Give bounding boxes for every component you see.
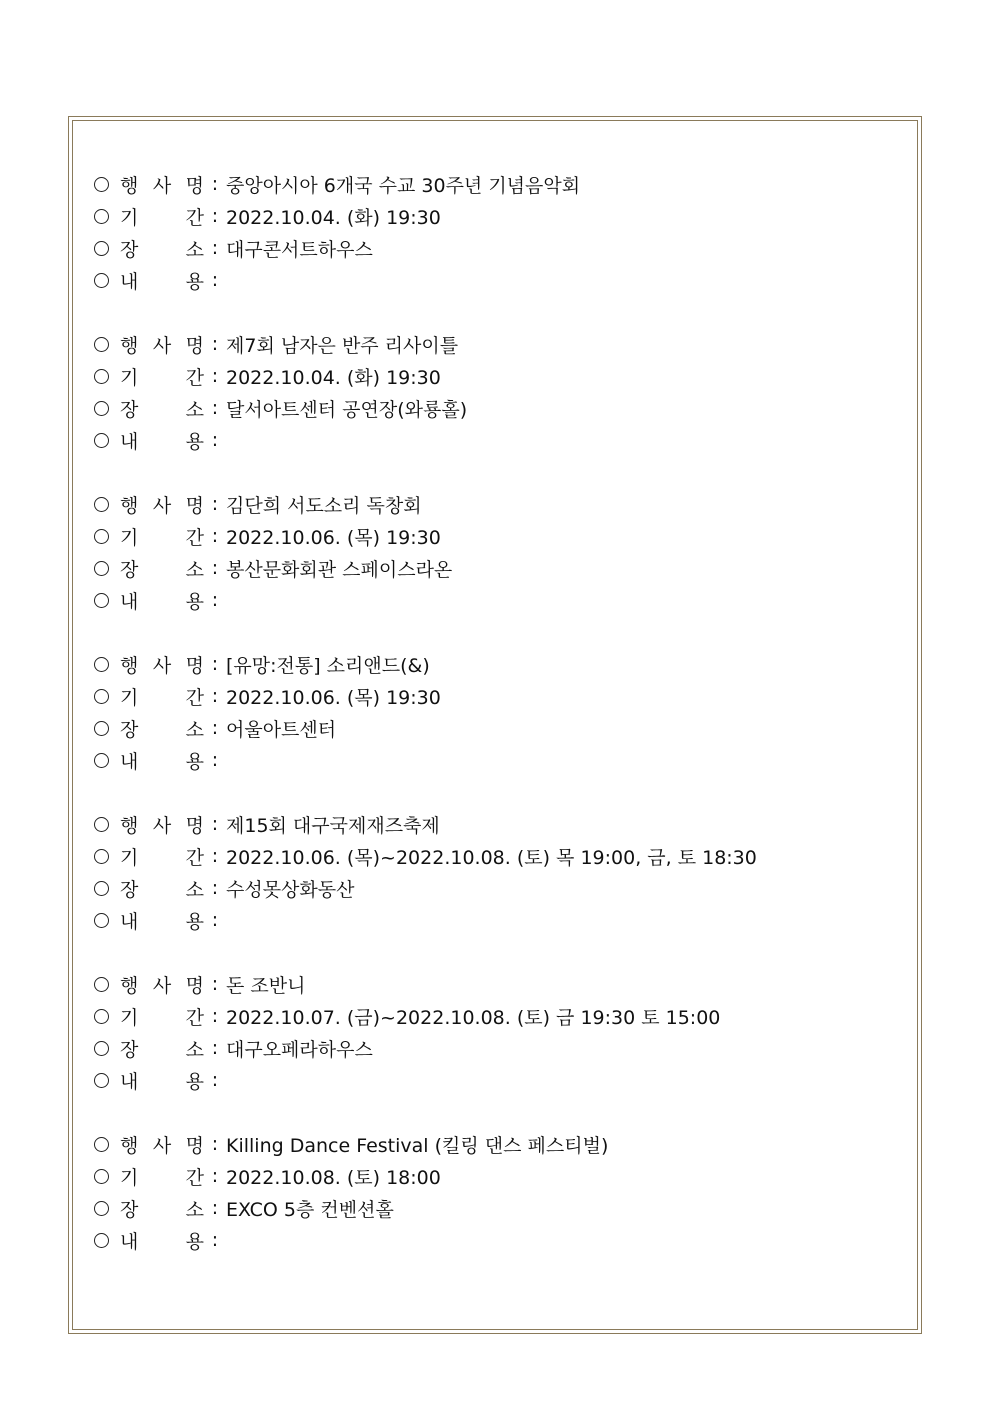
field-colon: : [211, 173, 219, 195]
field-label-char: 용 [185, 910, 204, 933]
field-colon: : [211, 1165, 219, 1187]
circle-bullet-icon [94, 177, 109, 192]
field-label [120, 1227, 204, 1254]
event-content-row [94, 1064, 914, 1096]
field-label-char: 내 [120, 270, 139, 293]
circle-bullet-icon [94, 1009, 109, 1024]
field-colon: : [211, 333, 219, 355]
field-label [120, 1163, 204, 1190]
field-label-char: 장 [120, 1198, 139, 1221]
field-label-char: 명 [185, 814, 204, 837]
field-label-char: 내 [120, 430, 139, 453]
field-label-char: 간 [185, 1006, 204, 1029]
field-label [120, 651, 204, 678]
field-label-char: 장 [120, 558, 139, 581]
field-label-char: 소 [185, 1038, 204, 1061]
field-label-char: 용 [185, 590, 204, 613]
field-label-char: 소 [185, 558, 204, 581]
field-label-char: 용 [185, 430, 204, 453]
event-name-row [94, 648, 914, 680]
field-label-char: 행 [120, 174, 139, 197]
event-name-row [94, 168, 914, 200]
field-label [120, 587, 204, 614]
field-colon: : [211, 749, 219, 771]
field-label [120, 715, 204, 742]
event-period-row [94, 680, 914, 712]
circle-bullet-icon [94, 337, 109, 352]
field-label-char: 소 [185, 1198, 204, 1221]
field-label [120, 875, 204, 902]
event-period-value: 2022.10.06. (목) 19:30 [226, 526, 441, 549]
circle-bullet-icon [94, 753, 109, 768]
field-label-char: 사 [152, 494, 172, 517]
event-content-row [94, 584, 914, 616]
circle-bullet-icon [94, 849, 109, 864]
event-name-value: [유망:전통] 소리앤드(&) [226, 654, 430, 677]
field-label-char: 기 [120, 1166, 139, 1189]
circle-bullet-icon [94, 881, 109, 896]
field-colon: : [211, 909, 219, 931]
field-label-char: 행 [120, 494, 139, 517]
field-label [120, 491, 204, 518]
field-label-char: 소 [185, 398, 204, 421]
circle-bullet-icon [94, 977, 109, 992]
event-content-row [94, 424, 914, 456]
event-block [94, 808, 914, 936]
event-name-row [94, 808, 914, 840]
field-colon: : [211, 1229, 219, 1251]
event-block [94, 488, 914, 616]
field-label [120, 171, 204, 198]
field-label-char: 소 [185, 238, 204, 261]
field-label-char: 간 [185, 1166, 204, 1189]
field-label-char: 사 [152, 654, 172, 677]
field-label-char: 내 [120, 1230, 139, 1253]
field-label-char: 용 [185, 1230, 204, 1253]
field-colon: : [211, 1197, 219, 1219]
field-label-char: 사 [152, 1134, 172, 1157]
field-label [120, 235, 204, 262]
field-colon: : [211, 1037, 219, 1059]
event-name-row [94, 1128, 914, 1160]
field-label-char: 행 [120, 334, 139, 357]
circle-bullet-icon [94, 689, 109, 704]
circle-bullet-icon [94, 913, 109, 928]
field-label-char: 장 [120, 1038, 139, 1061]
field-label-char: 장 [120, 718, 139, 741]
circle-bullet-icon [94, 241, 109, 256]
circle-bullet-icon [94, 497, 109, 512]
field-label-char: 행 [120, 814, 139, 837]
event-venue-row [94, 1032, 914, 1064]
field-label-char: 내 [120, 910, 139, 933]
field-label [120, 811, 204, 838]
event-venue-value: 대구콘서트하우스 [226, 238, 373, 261]
field-label-char: 행 [120, 654, 139, 677]
event-venue-value: 대구오페라하우스 [226, 1038, 373, 1061]
circle-bullet-icon [94, 593, 109, 608]
field-label [120, 1035, 204, 1062]
field-label-char: 명 [185, 494, 204, 517]
field-label-char: 기 [120, 526, 139, 549]
event-content-row [94, 744, 914, 776]
field-label-char: 간 [185, 206, 204, 229]
field-label [120, 523, 204, 550]
field-colon: : [211, 1005, 219, 1027]
field-label-char: 내 [120, 590, 139, 613]
field-label [120, 1195, 204, 1222]
event-name-value: 김단희 서도소리 독창회 [226, 494, 422, 517]
event-block [94, 168, 914, 296]
field-label-char: 행 [120, 1134, 139, 1157]
event-venue-value: 달서아트센터 공연장(와룡홀) [226, 398, 468, 421]
field-colon: : [211, 813, 219, 835]
circle-bullet-icon [94, 657, 109, 672]
field-colon: : [211, 269, 219, 291]
field-label [120, 203, 204, 230]
field-label-char: 사 [152, 814, 172, 837]
field-colon: : [211, 397, 219, 419]
event-period-value: 2022.10.04. (화) 19:30 [226, 206, 441, 229]
event-venue-row [94, 1192, 914, 1224]
field-label-char: 내 [120, 750, 139, 773]
field-label [120, 843, 204, 870]
field-colon: : [211, 973, 219, 995]
field-colon: : [211, 365, 219, 387]
field-colon: : [211, 877, 219, 899]
event-venue-value: 어울아트센터 [226, 718, 337, 741]
event-name-value: 제15회 대구국제재즈축제 [226, 814, 440, 837]
field-label-char: 기 [120, 366, 139, 389]
circle-bullet-icon [94, 529, 109, 544]
event-name-value: 돈 조반니 [226, 974, 306, 997]
event-venue-value: EXCO 5층 컨벤션홀 [226, 1198, 394, 1221]
event-period-row [94, 1160, 914, 1192]
circle-bullet-icon [94, 369, 109, 384]
event-name-row [94, 488, 914, 520]
event-period-value: 2022.10.07. (금)~2022.10.08. (토) 금 19:30 토 15:00 [226, 1006, 721, 1029]
event-list [94, 168, 914, 1288]
field-label-char: 명 [185, 654, 204, 677]
field-label [120, 1131, 204, 1158]
event-name-row [94, 968, 914, 1000]
circle-bullet-icon [94, 1233, 109, 1248]
field-colon: : [211, 589, 219, 611]
circle-bullet-icon [94, 1201, 109, 1216]
field-label [120, 267, 204, 294]
circle-bullet-icon [94, 1169, 109, 1184]
event-period-value: 2022.10.08. (토) 18:00 [226, 1166, 441, 1189]
field-label-char: 기 [120, 206, 139, 229]
field-label-char: 용 [185, 750, 204, 773]
field-label-char: 소 [185, 718, 204, 741]
circle-bullet-icon [94, 1041, 109, 1056]
field-colon: : [211, 1133, 219, 1155]
field-label-char: 사 [152, 334, 172, 357]
field-label-char: 행 [120, 974, 139, 997]
event-period-row [94, 1000, 914, 1032]
field-label-char: 용 [185, 270, 204, 293]
field-label-char: 용 [185, 1070, 204, 1093]
field-label [120, 971, 204, 998]
field-colon: : [211, 653, 219, 675]
field-colon: : [211, 237, 219, 259]
circle-bullet-icon [94, 1073, 109, 1088]
field-label-char: 명 [185, 1134, 204, 1157]
field-label-char: 장 [120, 878, 139, 901]
event-venue-value: 수성못상화동산 [226, 878, 355, 901]
field-label-char: 내 [120, 1070, 139, 1093]
field-label-char: 장 [120, 238, 139, 261]
event-venue-row [94, 552, 914, 584]
field-label [120, 683, 204, 710]
field-colon: : [211, 429, 219, 451]
event-venue-row [94, 392, 914, 424]
field-colon: : [211, 717, 219, 739]
event-venue-row [94, 872, 914, 904]
event-content-row [94, 904, 914, 936]
event-name-row [94, 328, 914, 360]
field-colon: : [211, 845, 219, 867]
field-colon: : [211, 525, 219, 547]
field-colon: : [211, 685, 219, 707]
event-period-row [94, 840, 914, 872]
circle-bullet-icon [94, 209, 109, 224]
field-label [120, 363, 204, 390]
event-name-value: Killing Dance Festival (킬링 댄스 페스티벌) [226, 1134, 609, 1157]
field-label-char: 간 [185, 686, 204, 709]
field-label-char: 명 [185, 974, 204, 997]
field-colon: : [211, 493, 219, 515]
event-period-row [94, 520, 914, 552]
field-label-char: 명 [185, 334, 204, 357]
circle-bullet-icon [94, 1137, 109, 1152]
event-venue-value: 봉산문화회관 스페이스라온 [226, 558, 453, 581]
circle-bullet-icon [94, 433, 109, 448]
event-name-value: 제7회 남자은 반주 리사이틀 [226, 334, 459, 357]
circle-bullet-icon [94, 721, 109, 736]
event-period-row [94, 200, 914, 232]
circle-bullet-icon [94, 817, 109, 832]
field-label-char: 간 [185, 366, 204, 389]
field-label-char: 기 [120, 846, 139, 869]
event-block [94, 648, 914, 776]
event-block [94, 968, 914, 1096]
event-venue-row [94, 712, 914, 744]
circle-bullet-icon [94, 561, 109, 576]
event-content-row [94, 1224, 914, 1256]
field-label [120, 555, 204, 582]
field-colon: : [211, 557, 219, 579]
event-block [94, 1128, 914, 1256]
event-period-value: 2022.10.06. (목)~2022.10.08. (토) 목 19:00, 금, 토 18:30 [226, 846, 757, 869]
field-label [120, 1003, 204, 1030]
field-colon: : [211, 1069, 219, 1091]
circle-bullet-icon [94, 273, 109, 288]
event-name-value: 중앙아시아 6개국 수교 30주년 기념음악회 [226, 174, 581, 197]
field-label [120, 331, 204, 358]
field-label-char: 간 [185, 526, 204, 549]
event-period-row [94, 360, 914, 392]
field-label [120, 747, 204, 774]
field-label-char: 사 [152, 174, 172, 197]
event-period-value: 2022.10.04. (화) 19:30 [226, 366, 441, 389]
field-label [120, 1067, 204, 1094]
field-label [120, 427, 204, 454]
field-label-char: 기 [120, 686, 139, 709]
field-label-char: 장 [120, 398, 139, 421]
event-block [94, 328, 914, 456]
event-venue-row [94, 232, 914, 264]
field-label-char: 사 [152, 974, 172, 997]
field-label-char: 명 [185, 174, 204, 197]
field-label-char: 소 [185, 878, 204, 901]
field-label-char: 기 [120, 1006, 139, 1029]
field-label-char: 간 [185, 846, 204, 869]
field-colon: : [211, 205, 219, 227]
field-label [120, 395, 204, 422]
event-period-value: 2022.10.06. (목) 19:30 [226, 686, 441, 709]
event-content-row [94, 264, 914, 296]
circle-bullet-icon [94, 401, 109, 416]
field-label [120, 907, 204, 934]
